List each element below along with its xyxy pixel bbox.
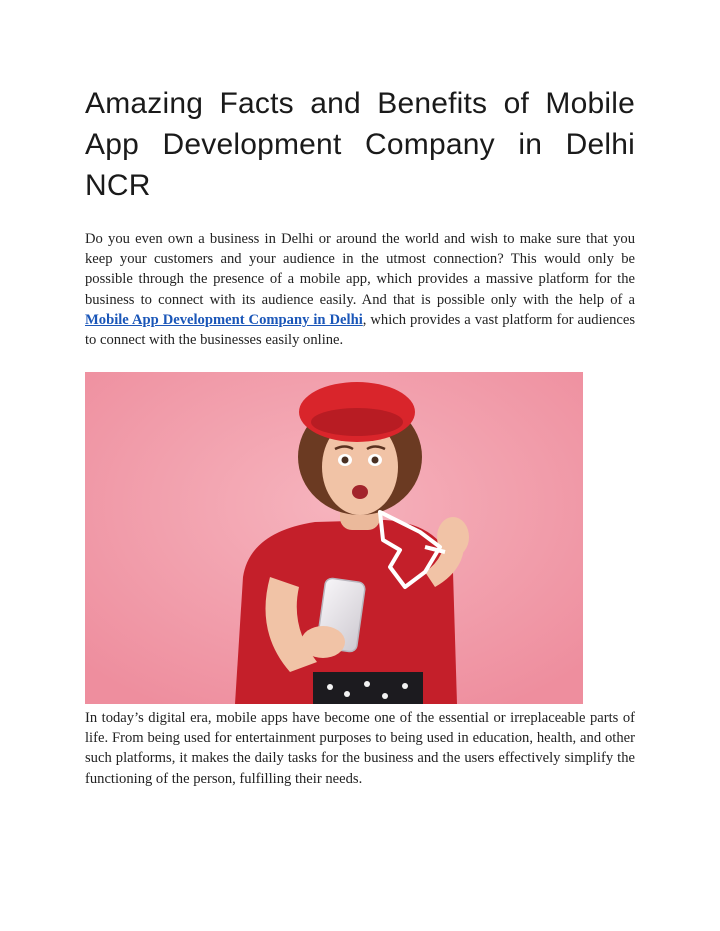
intro-text-before-link: Do you even own a business in Delhi or around the world and wish to make sure that you keep your customers and your audience in the utmost connection? This would only be possible through the presence of a mobile app, which provides a massive platform for the business to connect with its audience easily. And that is possible only with the help of a — [85, 231, 635, 308]
woman-with-phone-photo — [85, 372, 583, 704]
document-title: Amazing Facts and Benefits of Mobile App Development Company in Delhi NCR — [85, 87, 635, 202]
body-paragraph: In today’s digital era, mobile apps have become one of the essential or irreplaceable parts of life. From being used for entertainment purposes to being used in education, health, and other such platforms, it makes the daily tasks for the business and the users effectively simplify the functioning of the person, fulfilling their needs. — [85, 710, 635, 787]
mobile-app-company-link[interactable]: Mobile App Development Company in Delhi — [85, 311, 363, 328]
intro-paragraph — [85, 229, 635, 350]
surprised-mouth — [352, 485, 368, 499]
intro-text-after-link: , which provides a vast platform for audiences to connect with the businesses easily online. — [85, 311, 635, 349]
